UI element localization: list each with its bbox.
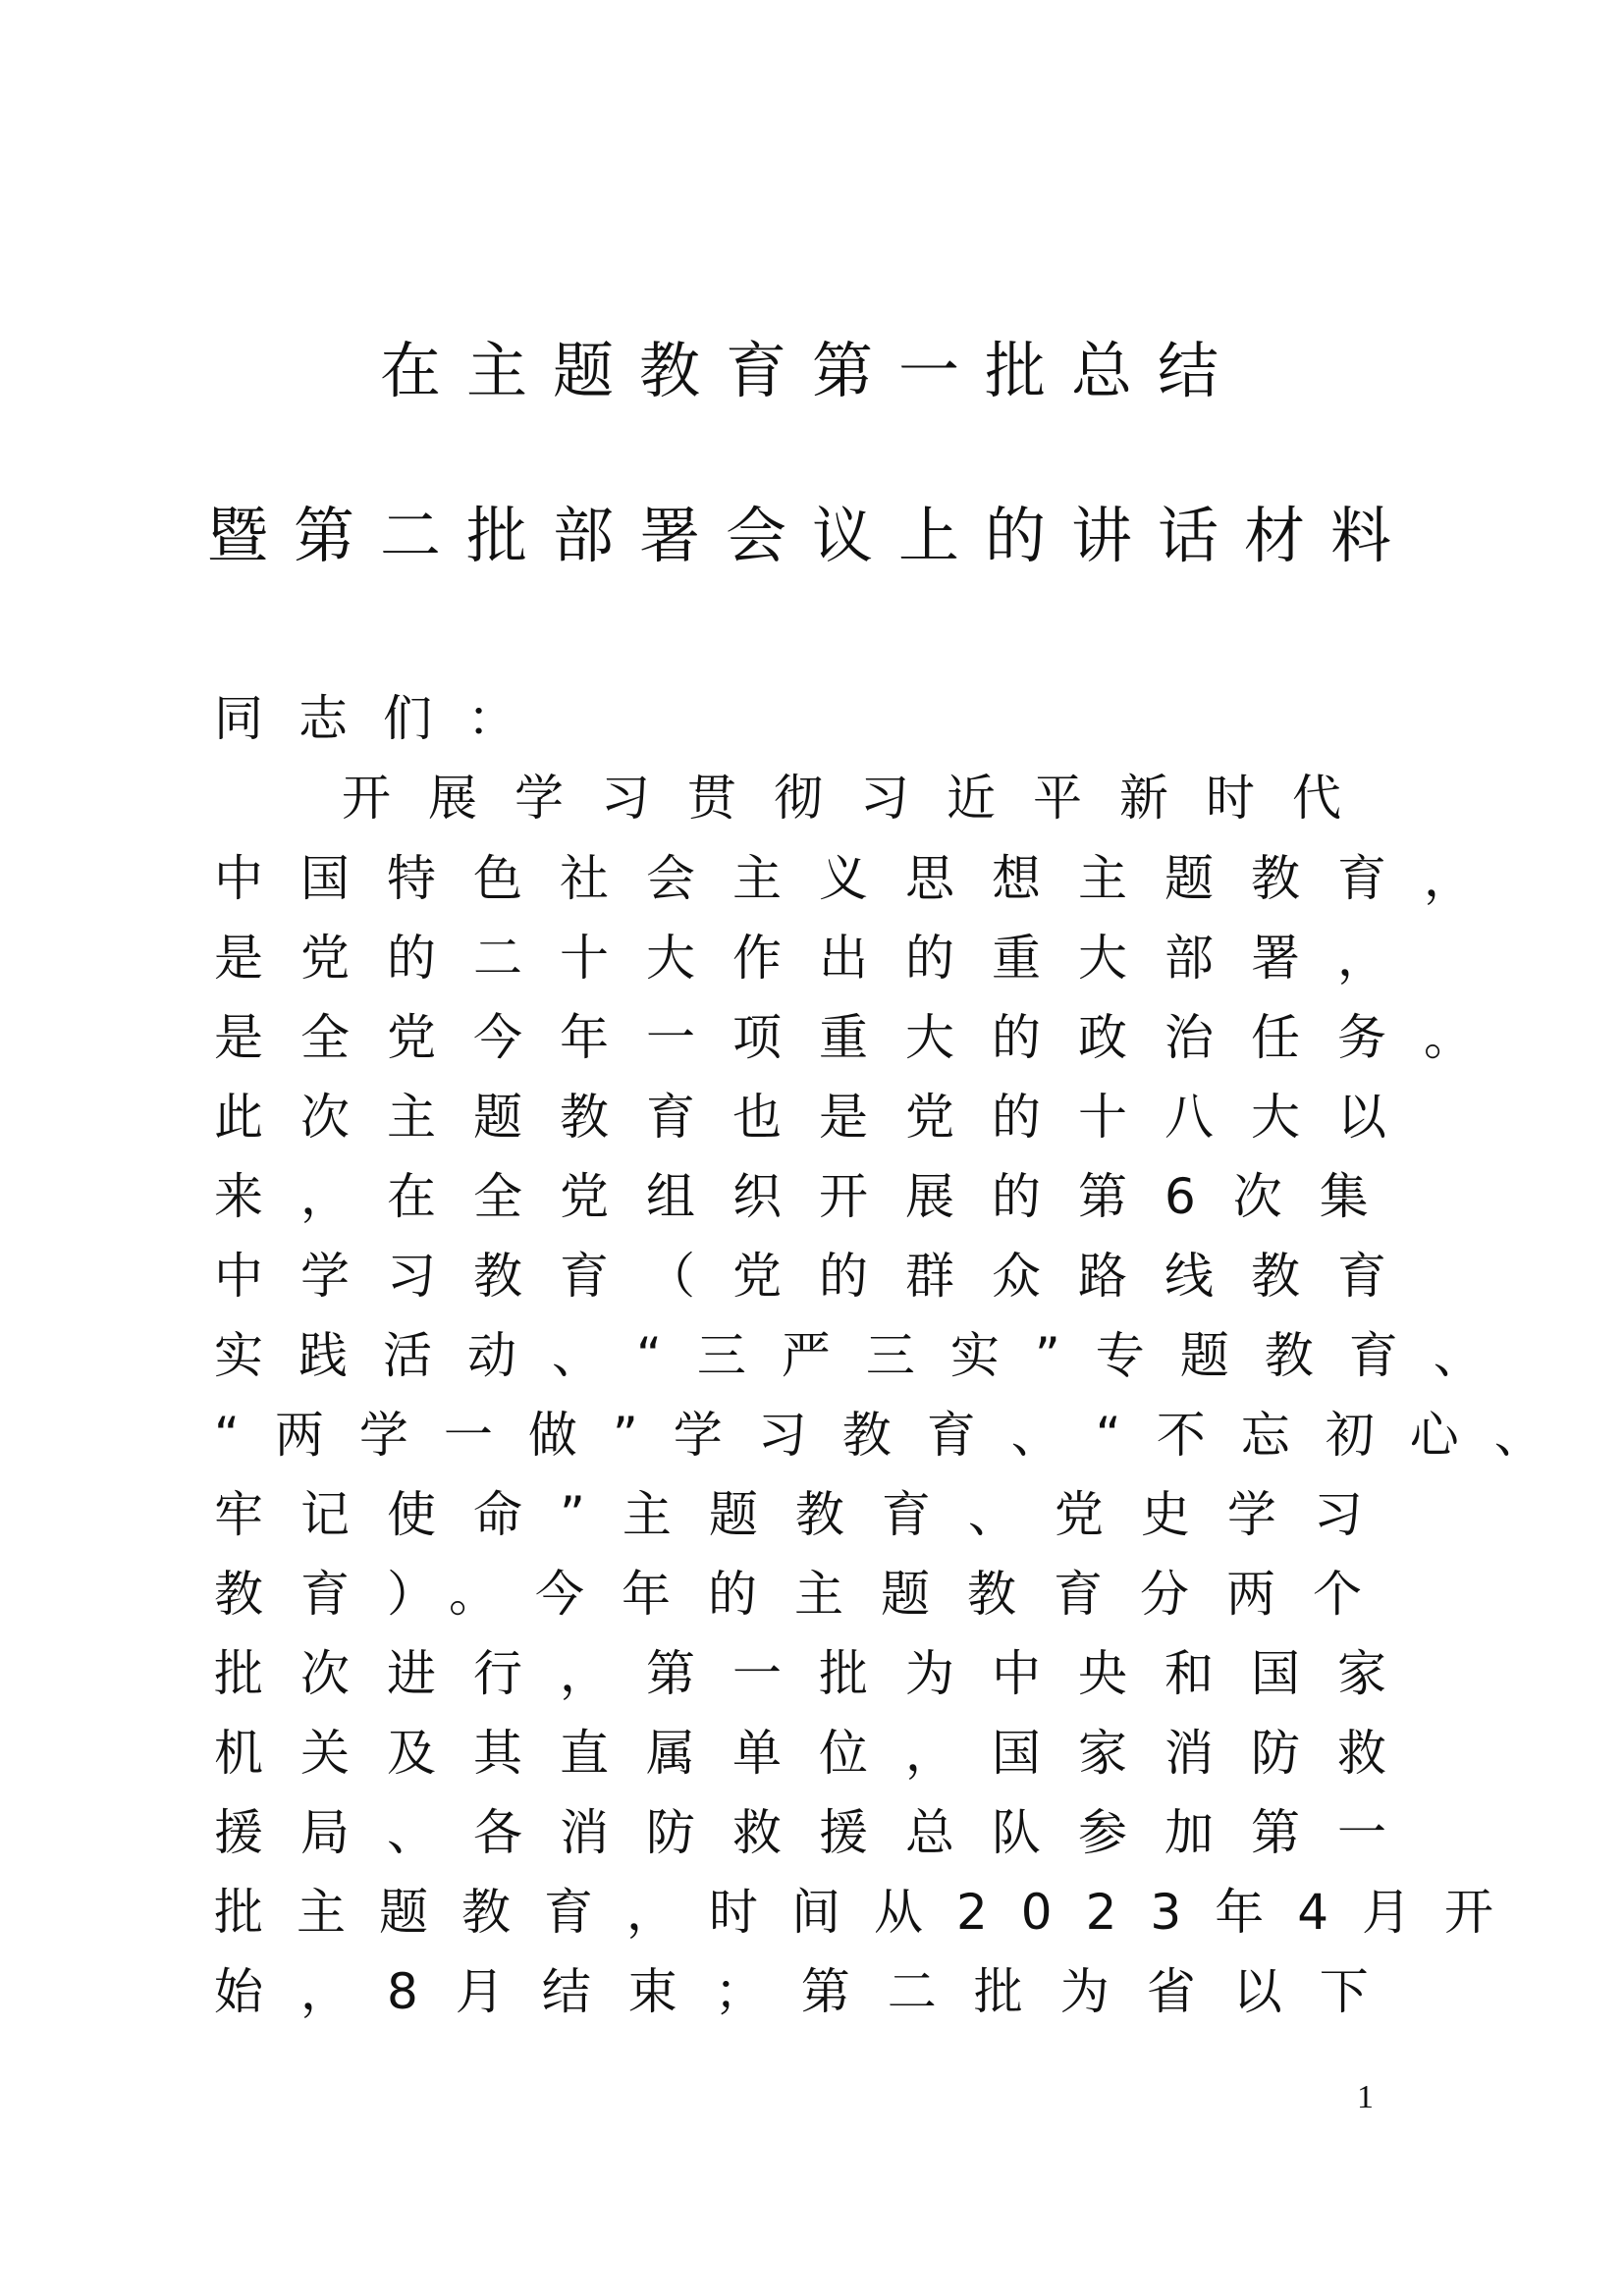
body-line: 牢记使命”主题教育、党史学习	[214, 1486, 1400, 1543]
body-line: 是党的二十大作出的重大部署，	[214, 930, 1424, 987]
body-line: 始，8月结束；第二批为省以下	[214, 1963, 1406, 2020]
page-number: 1	[1357, 2079, 1374, 2115]
body-line: 批主题教育，时间从2023年4月开	[214, 1884, 1528, 1941]
body-line: 援局、各消防救援总队参加第一	[214, 1804, 1424, 1861]
body-line: 教育）。今年的主题教育分两个	[214, 1566, 1399, 1623]
body-line: “两学一做”学习教育、“不忘初心、	[214, 1407, 1579, 1464]
title-line-2: 暨第二批部署会议上的讲话材料	[206, 500, 1417, 571]
salutation: 同志们：	[214, 690, 552, 747]
body-line: 中国特色社会主义思想主题教育，	[214, 850, 1510, 907]
body-line: 中学习教育（党的群众路线教育	[214, 1248, 1424, 1305]
body-line: 此次主题教育也是党的十八大以	[214, 1089, 1424, 1146]
body-line: 机关及其直属单位，国家消防救	[214, 1725, 1424, 1782]
body-line: 实践活动、“三严三实”专题教育、	[214, 1327, 1518, 1384]
body-line: 开展学习贯彻习近平新时代	[342, 770, 1379, 827]
body-line: 批次进行，第一批为中央和国家	[214, 1645, 1424, 1702]
title-line-1: 在主题教育第一批总结	[379, 335, 1244, 406]
body-line: 是全党今年一项重大的政治任务。	[214, 1009, 1510, 1066]
body-line: 来，在全党组织开展的第6次集	[214, 1168, 1406, 1225]
